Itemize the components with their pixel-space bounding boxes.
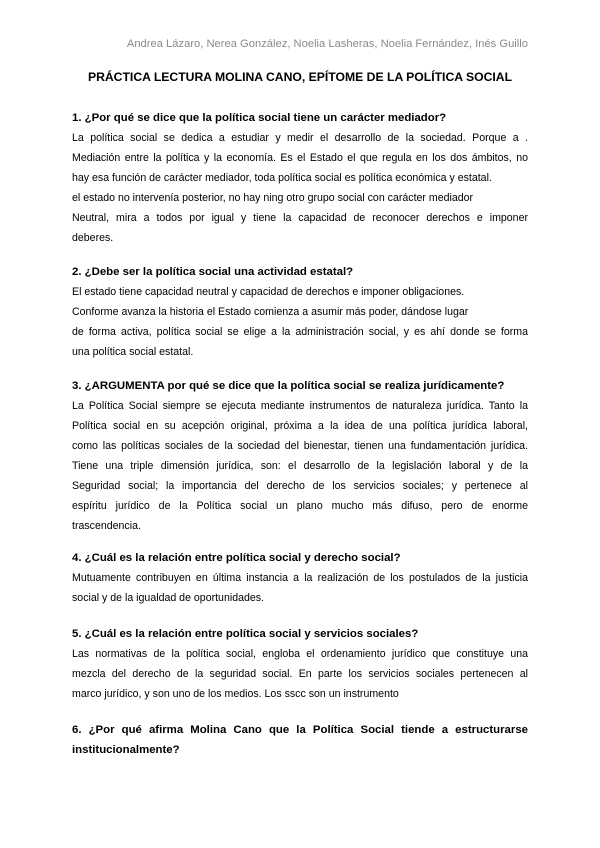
answer-5-line: Las normativas de la política social, engloba el ordenamiento jurídico que constituye una [72, 648, 528, 660]
question-4-heading: 4. ¿Cuál es la relación entre política social y derecho social? [72, 552, 401, 564]
answer-4-line: Mutuamente contribuyen en última instancia a la realización de los postulados de la justicia [72, 572, 528, 584]
answer-2-line: El estado tiene capacidad neutral y capacidad de derechos e imponer obligaciones. [72, 286, 465, 298]
document-title: PRÁCTICA LECTURA MOLINA CANO, EPÍTOME DE LA POLÍTICA SOCIAL [87, 70, 513, 84]
answer-1-line: el estado no intervenía posterior, no hay ning otro grupo social con carácter mediador [72, 192, 474, 204]
question-5-heading: 5. ¿Cuál es la relación entre política social y servicios sociales? [72, 628, 419, 640]
answer-1-line: deberes. [72, 232, 114, 244]
answer-3-line: La Política Social siempre se ejecuta mediante instrumentos de naturaleza jurídica. Tanto la [72, 400, 528, 412]
answer-4 [72, 568, 528, 608]
answer-1-line: hay esa función de carácter mediador, toda política social es política económica y estatal. [72, 172, 492, 184]
question-6-heading: 6. ¿Por qué afirma Molina Cano que la Política Social tiende a estructurarse institucionalmente? [72, 724, 528, 756]
answer-3-line: trascendencia. [72, 520, 141, 532]
answer-1-line: La política social se dedica a estudiar y medir el desarrollo de la sociedad. Porque a . [72, 132, 528, 144]
answer-5-line: mezcla del derecho de la seguridad social. En parte los servicios sociales pertenecen al [72, 668, 528, 680]
answer-3 [72, 396, 528, 536]
answer-5-line: marco jurídico, y son uno de los medios. Los sscc son un instrumento [72, 688, 399, 700]
answer-2-line: una política social estatal. [72, 346, 194, 358]
answer-3-line: como las políticas sociales de la sociedad del bienestar, tienen una fundamentación jurídica. [72, 440, 528, 452]
author-header: Andrea Lázaro, Nerea González, Noelia Lasheras, Noelia Fernández, Inés Guillo [126, 38, 528, 50]
answer-3-line: Seguridad social; la importancia del derecho de los servicios sociales; y pertenece al [72, 480, 528, 492]
question-3-heading: 3. ¿ARGUMENTA por qué se dice que la política social se realiza jurídicamente? [72, 380, 505, 392]
question-1-heading: 1. ¿Por qué se dice que la política social tiene un carácter mediador? [72, 112, 447, 124]
answer-3-line: Tiene una triple dimensión jurídica, son: el desarrollo de la legislación laboral y de la [72, 460, 528, 472]
answer-1-line: Neutral, mira a todos por igual y tiene la capacidad de reconocer derechos e imponer [72, 212, 528, 224]
answer-1-line: Mediación entre la política y la economía. Es el Estado el que regula en los dos ámbitos, no [72, 152, 528, 164]
answer-2-line: Conforme avanza la historia el Estado comienza a asumir más poder, dándose lugar [72, 306, 469, 318]
answer-3-line: Política social en su acepción original, próxima a la idea de una política jurídica laboral, [72, 420, 528, 432]
answer-5 [72, 644, 528, 704]
answer-4-line: social y de la igualdad de oportunidades. [72, 592, 265, 604]
answer-3-line: espíritu jurídico de la Política social un plano mucho más difuso, pero de enorme [72, 500, 528, 512]
answer-1 [72, 128, 528, 248]
answer-2-line: de forma activa, política social se elige a la administración social, y es ahí donde se forma [72, 326, 528, 338]
question-2-heading: 2. ¿Debe ser la política social una actividad estatal? [72, 266, 354, 278]
answer-2 [72, 282, 528, 362]
